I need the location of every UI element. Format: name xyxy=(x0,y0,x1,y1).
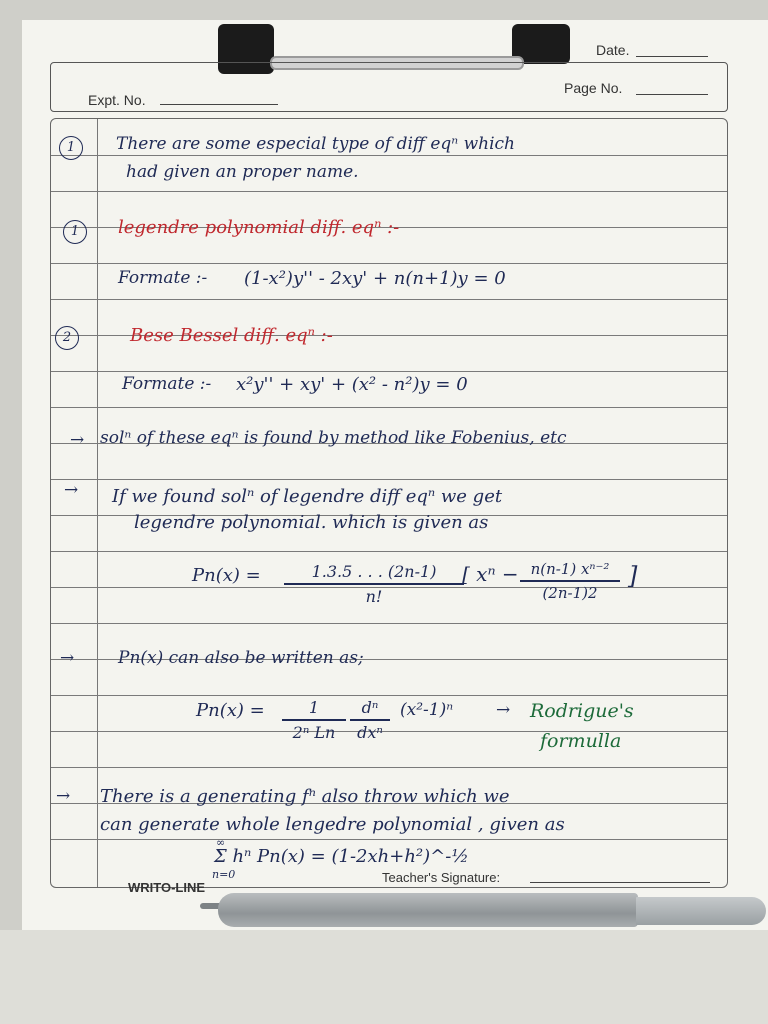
found-line-2: legendre polynomial. which is given as xyxy=(134,512,489,533)
rodrigues-bar xyxy=(282,719,346,721)
rodrigues-derivative xyxy=(350,698,390,742)
generating-line-1: There is a generating fⁿ also throw which we xyxy=(100,786,510,807)
rule xyxy=(51,623,727,624)
intro-marker: 1 xyxy=(59,136,83,160)
pn-inner-fraction xyxy=(520,560,620,602)
item1-format-label: Formate :- xyxy=(118,268,208,288)
rodrigues-name-2: formulla xyxy=(540,730,622,752)
pn-denominator: n! xyxy=(365,586,383,606)
rule xyxy=(51,767,727,768)
brand-label: WRITO-LINE xyxy=(128,880,206,895)
rule xyxy=(51,155,727,156)
rule xyxy=(51,695,727,696)
item1-marker: 1 xyxy=(63,220,87,244)
arrow-marker: → xyxy=(70,430,85,450)
page-no-line xyxy=(636,94,708,95)
arrow-marker: → xyxy=(56,786,71,806)
rodrigues-arrow: → xyxy=(496,700,511,720)
pn-bracket-close: ] xyxy=(628,562,638,590)
rule xyxy=(51,551,727,552)
rule xyxy=(51,371,727,372)
rodrigues-numerator: 1 xyxy=(308,698,320,717)
item2-marker: 2 xyxy=(55,326,79,350)
solution-line: solⁿ of these eqⁿ is found by method like Fobenius, etc xyxy=(100,428,567,448)
found-line-1: If we found solⁿ of legendre diff eqⁿ we get xyxy=(112,486,503,507)
date-line xyxy=(636,56,708,57)
rodrigues-tail: (x²-1)ⁿ xyxy=(400,700,454,720)
rule xyxy=(51,407,727,408)
pen-cap xyxy=(636,897,766,925)
pn-fraction-bar xyxy=(284,583,464,585)
generating-line-2: can generate whole lengedre polynomial , given as xyxy=(100,814,565,835)
generating-equation: Σ hⁿ Pn(x) = (1-2xh+h²)^-½ xyxy=(214,846,469,867)
rodrigues-denominator: 2ⁿ Ln xyxy=(292,722,336,742)
item2-title: Bese Bessel diff. eqⁿ :- xyxy=(130,325,333,346)
pn-inner-denominator: (2n-1)2 xyxy=(542,583,598,602)
teacher-signature-label: Teacher's Signature: xyxy=(382,870,501,885)
rule xyxy=(51,839,727,840)
arrow-marker: → xyxy=(64,480,79,500)
page-no-label: Page No. xyxy=(564,80,623,96)
rule xyxy=(51,299,727,300)
item2-format-label: Formate :- xyxy=(122,374,212,394)
signature-line xyxy=(530,882,710,883)
pn-numerator: 1.3.5 . . . (2n-1) xyxy=(311,562,437,581)
pn-fraction xyxy=(284,562,464,606)
also-line: Pn(x) can also be written as; xyxy=(118,648,364,668)
header-box xyxy=(50,62,728,112)
rodrigues-d-num: dⁿ xyxy=(361,698,379,717)
rodrigues-d-den: dxⁿ xyxy=(357,722,383,742)
rodrigues-lhs: Pn(x) = xyxy=(196,700,265,721)
expt-no-label: Expt. No. xyxy=(88,92,146,108)
generating-sum-upper: ∞ xyxy=(216,836,226,849)
date-label: Date. xyxy=(596,42,630,58)
pn-lhs: Pn(x) = xyxy=(192,565,261,586)
rule xyxy=(51,191,727,192)
item2-format-equation: x²y'' + xy' + (x² - n²)y = 0 xyxy=(236,374,468,395)
pen-body xyxy=(218,893,638,927)
intro-line-2: had given an proper name. xyxy=(126,162,359,182)
margin-line xyxy=(97,119,98,887)
intro-line-1: There are some especial type of diff eqⁿ which xyxy=(116,134,515,154)
rodrigues-name-1: Rodrigue's xyxy=(530,700,634,722)
expt-no-line xyxy=(160,104,278,105)
rule xyxy=(51,479,727,480)
pn-inner-numerator: n(n-1) xⁿ⁻² xyxy=(530,560,610,578)
item1-title: legendre polynomial diff. eqⁿ :- xyxy=(118,217,400,238)
rodrigues-fraction xyxy=(282,698,346,742)
generating-sum-lower: n=0 xyxy=(212,868,236,881)
table-surface xyxy=(0,930,768,1024)
rule xyxy=(51,263,727,264)
pn-bracket-open: [ xⁿ − xyxy=(462,562,519,586)
pn-inner-bar xyxy=(520,580,620,582)
item1-format-equation: (1-x²)y'' - 2xy' + n(n+1)y = 0 xyxy=(244,268,506,289)
rodrigues-d-bar xyxy=(350,719,390,721)
arrow-marker: → xyxy=(60,648,75,668)
